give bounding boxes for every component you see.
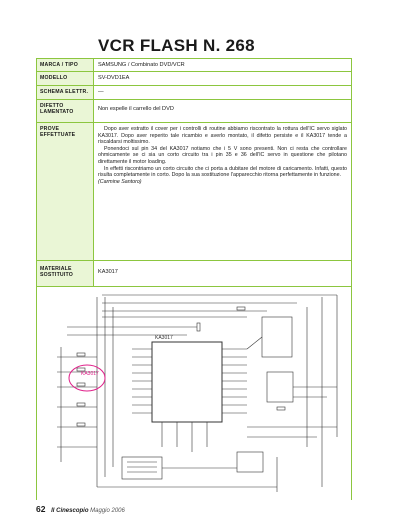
issue-date: Maggio 2006: [90, 508, 125, 514]
prove-paragraph-2: Ponendoci sul pin 34 del KA3017 notiamo che i 5 V sono presenti. Non ci resta che controllare ohmicamente se ci sia un corto circuito tra i pin 35 e 36 dell'IC servo in questione che pilotano direttamente il motor loading.: [98, 145, 347, 165]
repair-card: [36, 58, 352, 500]
label-modello: MODELLO: [37, 72, 94, 85]
highlight-chip-label: KA3017: [81, 371, 99, 377]
author-signature: (Carmine Santoro): [98, 178, 142, 185]
label-materiale: MATERIALE SOSTITUITO: [37, 261, 94, 286]
label-schema: SCHEMA ELETTR.: [37, 86, 94, 99]
row-prove: [37, 122, 351, 260]
label-prove: PROVE EFFETTUATE: [37, 123, 94, 260]
circuit-schematic: [37, 286, 351, 500]
value-marca: SAMSUNG / Combinato DVD/VCR: [98, 62, 185, 68]
row-schema: [37, 85, 351, 99]
value-prove: [98, 123, 347, 185]
row-modello: [37, 71, 351, 85]
value-modello: SV-DVD1EA: [98, 75, 130, 81]
value-materiale: KA3017: [98, 269, 118, 275]
row-materiale: [37, 260, 351, 286]
page-number: 62: [36, 504, 46, 514]
schematic-drawing: [37, 287, 351, 500]
row-difetto: [37, 99, 351, 122]
value-difetto: Non espelle il carrello del DVD: [98, 106, 174, 112]
page-title: VCR FLASH N. 268: [98, 36, 255, 55]
row-marca: [37, 59, 351, 71]
label-difetto: DIFETTO LAMENTATO: [37, 100, 94, 122]
page-footer: [36, 504, 125, 514]
prove-paragraph-1: Dopo aver estratto il cover per i controlli di routine abbiamo riscontrato la rottura dell'IC servo siglato KA3017. Dopo aver reperito tale ricambio e averlo montato, il difetto persiste e il KA3017 tende a riscaldarsi moltissimo.: [98, 126, 347, 146]
prove-paragraph-3: In effetti riscontriamo un corto circuito che ci porta a dubitare del motore di caricamento. Infatti, questo risulta completamente in corto. Dopo la sua sostituzione l'apparecchio ritorna perfettamente in funzione.: [98, 165, 347, 179]
value-schema: —: [98, 89, 104, 95]
magazine-name: Il Cinescopio: [51, 508, 89, 514]
ic-label: KA3017: [155, 335, 173, 341]
label-marca: MARCA / TIPO: [37, 59, 94, 71]
